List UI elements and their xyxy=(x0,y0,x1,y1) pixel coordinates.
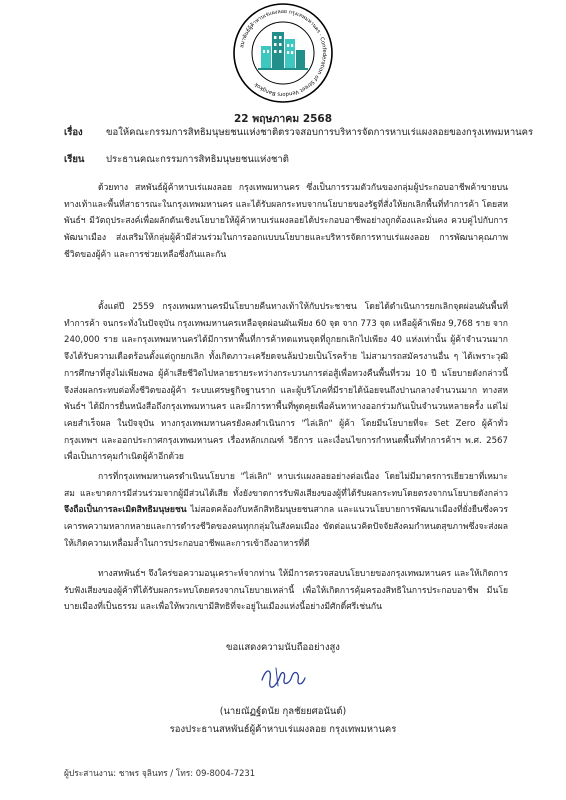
paragraph-3-pre: การที่กรุงเทพมหานครดำเนินนโยบาย "ไล่เลิก" หาบเร่แผงลอยอย่างต่อเนื่อง โดยไม่มีมาตรการเยียวยาที่เหมาะสม และขาดการมีส่วนร่วมจากผู้มีส่วนได้เสีย ทั้งยังขาดการรับฟังเสียงของผู้ที่ได้รับผลกระทบโดยตรงจากนโยบายดังกล่าว xyxy=(64,472,508,499)
paragraph-4 xyxy=(64,566,508,616)
paragraph-3-text xyxy=(64,469,508,553)
subject-text: ขอให้คณะกรรมการสิทธิมนุษยชนแห่งชาติตรวจสอบการบริหารจัดการหาบเร่แผงลอยของกรุงเทพมหานคร xyxy=(106,127,534,138)
subject-label: เรื่อง xyxy=(64,127,83,138)
letter-date: 22 พฤษภาคม 2568 xyxy=(233,113,333,125)
paragraph-3-post: ไม่สอดคล้องกับหลักสิทธิมนุษยชนสากล และแนวนโยบายการพัฒนาเมืองที่ยั่งยืนซึ่งควรเคารพความหลากหลายและการดำรงชีวิตของคนทุกกลุ่มในสังคมเมือง ขัดต่อแนวคิดปัจจัยสังคมกำหนดสุขภาพซึ่งจะส่งผลให้เกิดความเหลื่อมล้ำในการประกอบอาชีพและการเข้าถึงอาหารที่ดี xyxy=(64,505,508,549)
recipient-label: เรียน xyxy=(64,154,85,165)
signatory-position: รองประธานสหพันธ์ผู้ค้าหาบเร่แผงลอย กรุงเทพมหานคร xyxy=(169,724,397,735)
paragraph-3-highlight: จึงถือเป็นการละเมิดสิทธิมนุษยชน xyxy=(64,505,187,516)
paragraph-4-text: ทางสหพันธ์ฯ จึงใคร่ขอความอนุเคราะห์จากท่าน ให้มีการตรวจสอบนโยบายของกรุงเทพมหานคร และให้เกิดการรับฟังเสียงของผู้ค้าที่ได้รับผลกระทบโดยตรงจากนโยบายเหล่านี้ เพื่อให้เกิดการคุ้มครองสิทธิในการประกอบอาชีพ มีนโยบายเมืองที่เป็นธรรม และเพื่อให้พวกเขามีสิทธิที่จะอยู่ในเมืองแห่งนี้อย่างมีศักดิ์ศรีเช่นกัน xyxy=(64,569,508,613)
paragraph-2-text: ตั้งแต่ปี 2559 กรุงเทพมหานครมีนโยบายคืนทางเท้าให้กับประชาชน โดยได้ดำเนินการยกเลิกจุดผ่อนผันพื้นที่ทำการค้า จนกระทั่งในปัจจุบัน กรุงเทพมหานครเหลือจุดผ่อนผันเพียง 60 จุด จาก 773 จุด เหลือผู้ค้าเพียง 9,768 ราย จาก 240,000 ราย และกรุงเทพมหานครได้มีการหาพื้นที่การค้าทดแทนจุดที่ถูกยกเลิกไปเพียง 40 แห่งเท่านั้น ผู้ค้าจำนวนมากจึงได้รับความเดือดร้อนตั้งแต่ถูกยกเลิก ทั้งเกิดภาวะเครียดจนล้มป่วยเป็นโรคร้าย ไม่สามารถสมัครงานอื่น ๆ ได้เพราะวุฒิการศึกษาที่สูงไม่เพียงพอ ผู้ค้าเสียชีวิตไปหลายรายระหว่างกระบวนการต่อสู้เพื่อทวงคืนพื้นที่รวม 10 ปี นโยบายดังกล่าวนี้จึงส่งผลกระทบต่อทั้งชีวิตของผู้ค้า ระบบเศรษฐกิจฐานราก และผู้บริโภคที่มีรายได้น้อยจนถึงปานกลางจำนวนมาก ทางสหพันธ์ฯ ได้มีการยื่นหนังสือถึงกรุงเทพมหานคร และมีการหาพื้นที่พูดคุยเพื่อค้นหาทางออกร่วมกันเป็นจำนวนหลายครั้ง แต่ไม่เคยสำเร็จผล ในปัจจุบัน ทางกรุงเทพมหานครยังคงดำเนินการ "ไล่เลิก" ผู้ค้า โดยมีนโยบายที่จะ Set Zero ผู้ค้าทั่วกรุงเทพฯ และออกประกาศกรุงเทพมหานคร เรื่องหลักเกณฑ์ วิธีการ และเงื่อนไขการกำหนดพื้นที่ทำการค้าฯ พ.ศ. 2567 เพื่อเป็นการคุมกำเนิดผู้ค้าอีกด้วย xyxy=(64,302,508,463)
coordinator-contact: ผู้ประสานงาน: ชาพร จุลินทร / โทร: 09-8004-7231 xyxy=(64,768,256,778)
federation-logo xyxy=(228,2,338,104)
paragraph-1-text: ด้วยทาง สหพันธ์ผู้ค้าหาบเร่แผงลอย กรุงเทพมหานคร ซึ่งเป็นการรวมตัวกันของกลุ่มผู้ประกอบอาชีพค้าขายบนทางเท้าและพื้นที่สาธารณะในกรุงเทพมหานคร และได้รับผลกระทบจากนโยบายของรัฐที่สั่งให้ยกเลิกพื้นที่ทำการค้า โดยสหพันธ์ฯ มีวัตถุประสงค์เพื่อผลักดันเชิงนโยบายให้ผู้ค้าหาบเร่แผงลอยได้ประกอบอาชีพอย่างถูกต้องและมั่นคง ควบคู่ไปกับการพัฒนาเมือง ส่งเสริมให้กลุ่มผู้ค้ามีส่วนร่วมในการออกแบบนโยบายและบริหารจัดการหาบเร่แผงลอย การพัฒนาคุณภาพชีวิตของผู้ค้า และการช่วยเหลือซึ่งกันและกัน xyxy=(64,183,508,260)
handwritten-signature xyxy=(258,662,308,692)
paragraph-1 xyxy=(64,180,508,264)
paragraph-3 xyxy=(64,469,508,553)
recipient-text: ประธานคณะกรรมการสิทธิมนุษยชนแห่งชาติ xyxy=(106,154,289,165)
closing-line: ขอแสดงความนับถืออย่างสูง xyxy=(226,642,340,653)
svg-text:สมาพันธ์ผู้ค้าหาบเร่แผงลอย กรุ: สมาพันธ์ผู้ค้าหาบเร่แผงลอย กรุงเทพมหานคร · Confederation of Street Vendors Bangkok xyxy=(239,8,328,98)
paragraph-2 xyxy=(64,299,508,466)
signatory-name: (นายณัฏฐ์ดนัย กุลชัยยศอนันต์) xyxy=(219,706,347,717)
